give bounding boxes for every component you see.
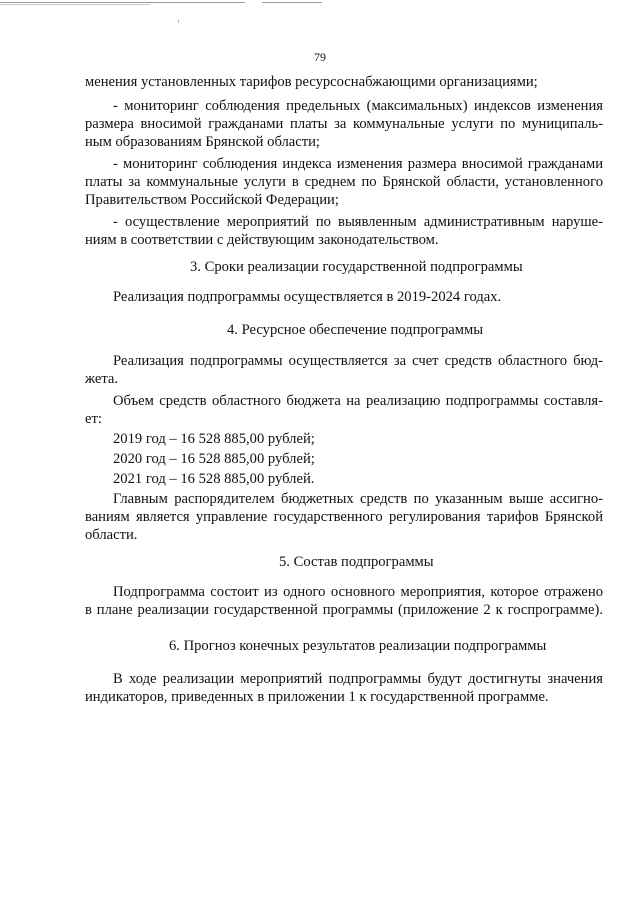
body-line: менения установленных тарифов ресурсоснабжающими организациями; — [85, 74, 538, 90]
scan-artifact-line — [0, 2, 245, 3]
body-line: ниям в соответствии с действующим законодательством. — [85, 232, 439, 248]
body-line: индикаторов, приведенных в приложении 1 к государственной программе. — [85, 689, 549, 705]
list-item-line: - мониторинг соблюдения предельных (максимальных) индексов изменения — [113, 98, 603, 114]
body-line: Реализация подпрограммы осуществляется за счет средств областного бюд- — [113, 353, 603, 369]
body-line: В ходе реализации мероприятий подпрограммы будут достигнуты значения — [113, 671, 603, 687]
section-heading: 3. Сроки реализации государственной подпрограммы — [190, 259, 523, 275]
body-line: Реализация подпрограммы осуществляется в 2019-2024 годах. — [113, 289, 502, 305]
section-heading: 5. Состав подпрограммы — [279, 554, 434, 570]
body-line: размера вносимой гражданами платы за коммунальные услуги по муниципаль- — [85, 116, 603, 132]
body-line: Правительством Российской Федерации; — [85, 192, 339, 208]
scan-artifact-line — [262, 2, 322, 3]
body-line: Объем средств областного бюджета на реализацию подпрограммы составля- — [113, 393, 603, 409]
section-heading: 4. Ресурсное обеспечение подпрограммы — [227, 322, 484, 338]
budget-line-2019: 2019 год – 16 528 885,00 рублей; — [113, 431, 315, 447]
scan-artifact-line — [0, 4, 150, 5]
section-heading: 6. Прогноз конечных результатов реализации подпрограммы — [169, 638, 547, 654]
body-line: области. — [85, 527, 138, 543]
body-line: ваниям является управление государственного регулирования тарифов Брянской — [85, 509, 603, 525]
budget-line-2020: 2020 год – 16 528 885,00 рублей; — [113, 451, 315, 467]
list-item-line: - мониторинг соблюдения индекса изменения размера вносимой гражданами — [113, 156, 603, 172]
body-line: Главным распорядителем бюджетных средств по указанным выше ассигно- — [113, 491, 603, 507]
page-number: 79 — [314, 50, 326, 64]
body-line: в плане реализации государственной программы (приложение 2 к госпрограмме). — [85, 602, 603, 618]
body-line: жета. — [85, 371, 119, 387]
scan-artifact-dot — [178, 20, 179, 23]
budget-line-2021: 2021 год – 16 528 885,00 рублей. — [113, 471, 315, 487]
list-item-line: - осуществление мероприятий по выявленным административным наруше- — [113, 214, 603, 230]
body-line: Подпрограмма состоит из одного основного мероприятия, которое отражено — [113, 584, 603, 600]
body-line: ным образованиям Брянской области; — [85, 134, 320, 150]
body-line: платы за коммунальные услуги в среднем по Брянской области, установленного — [85, 174, 603, 190]
body-line: ет: — [85, 411, 102, 427]
